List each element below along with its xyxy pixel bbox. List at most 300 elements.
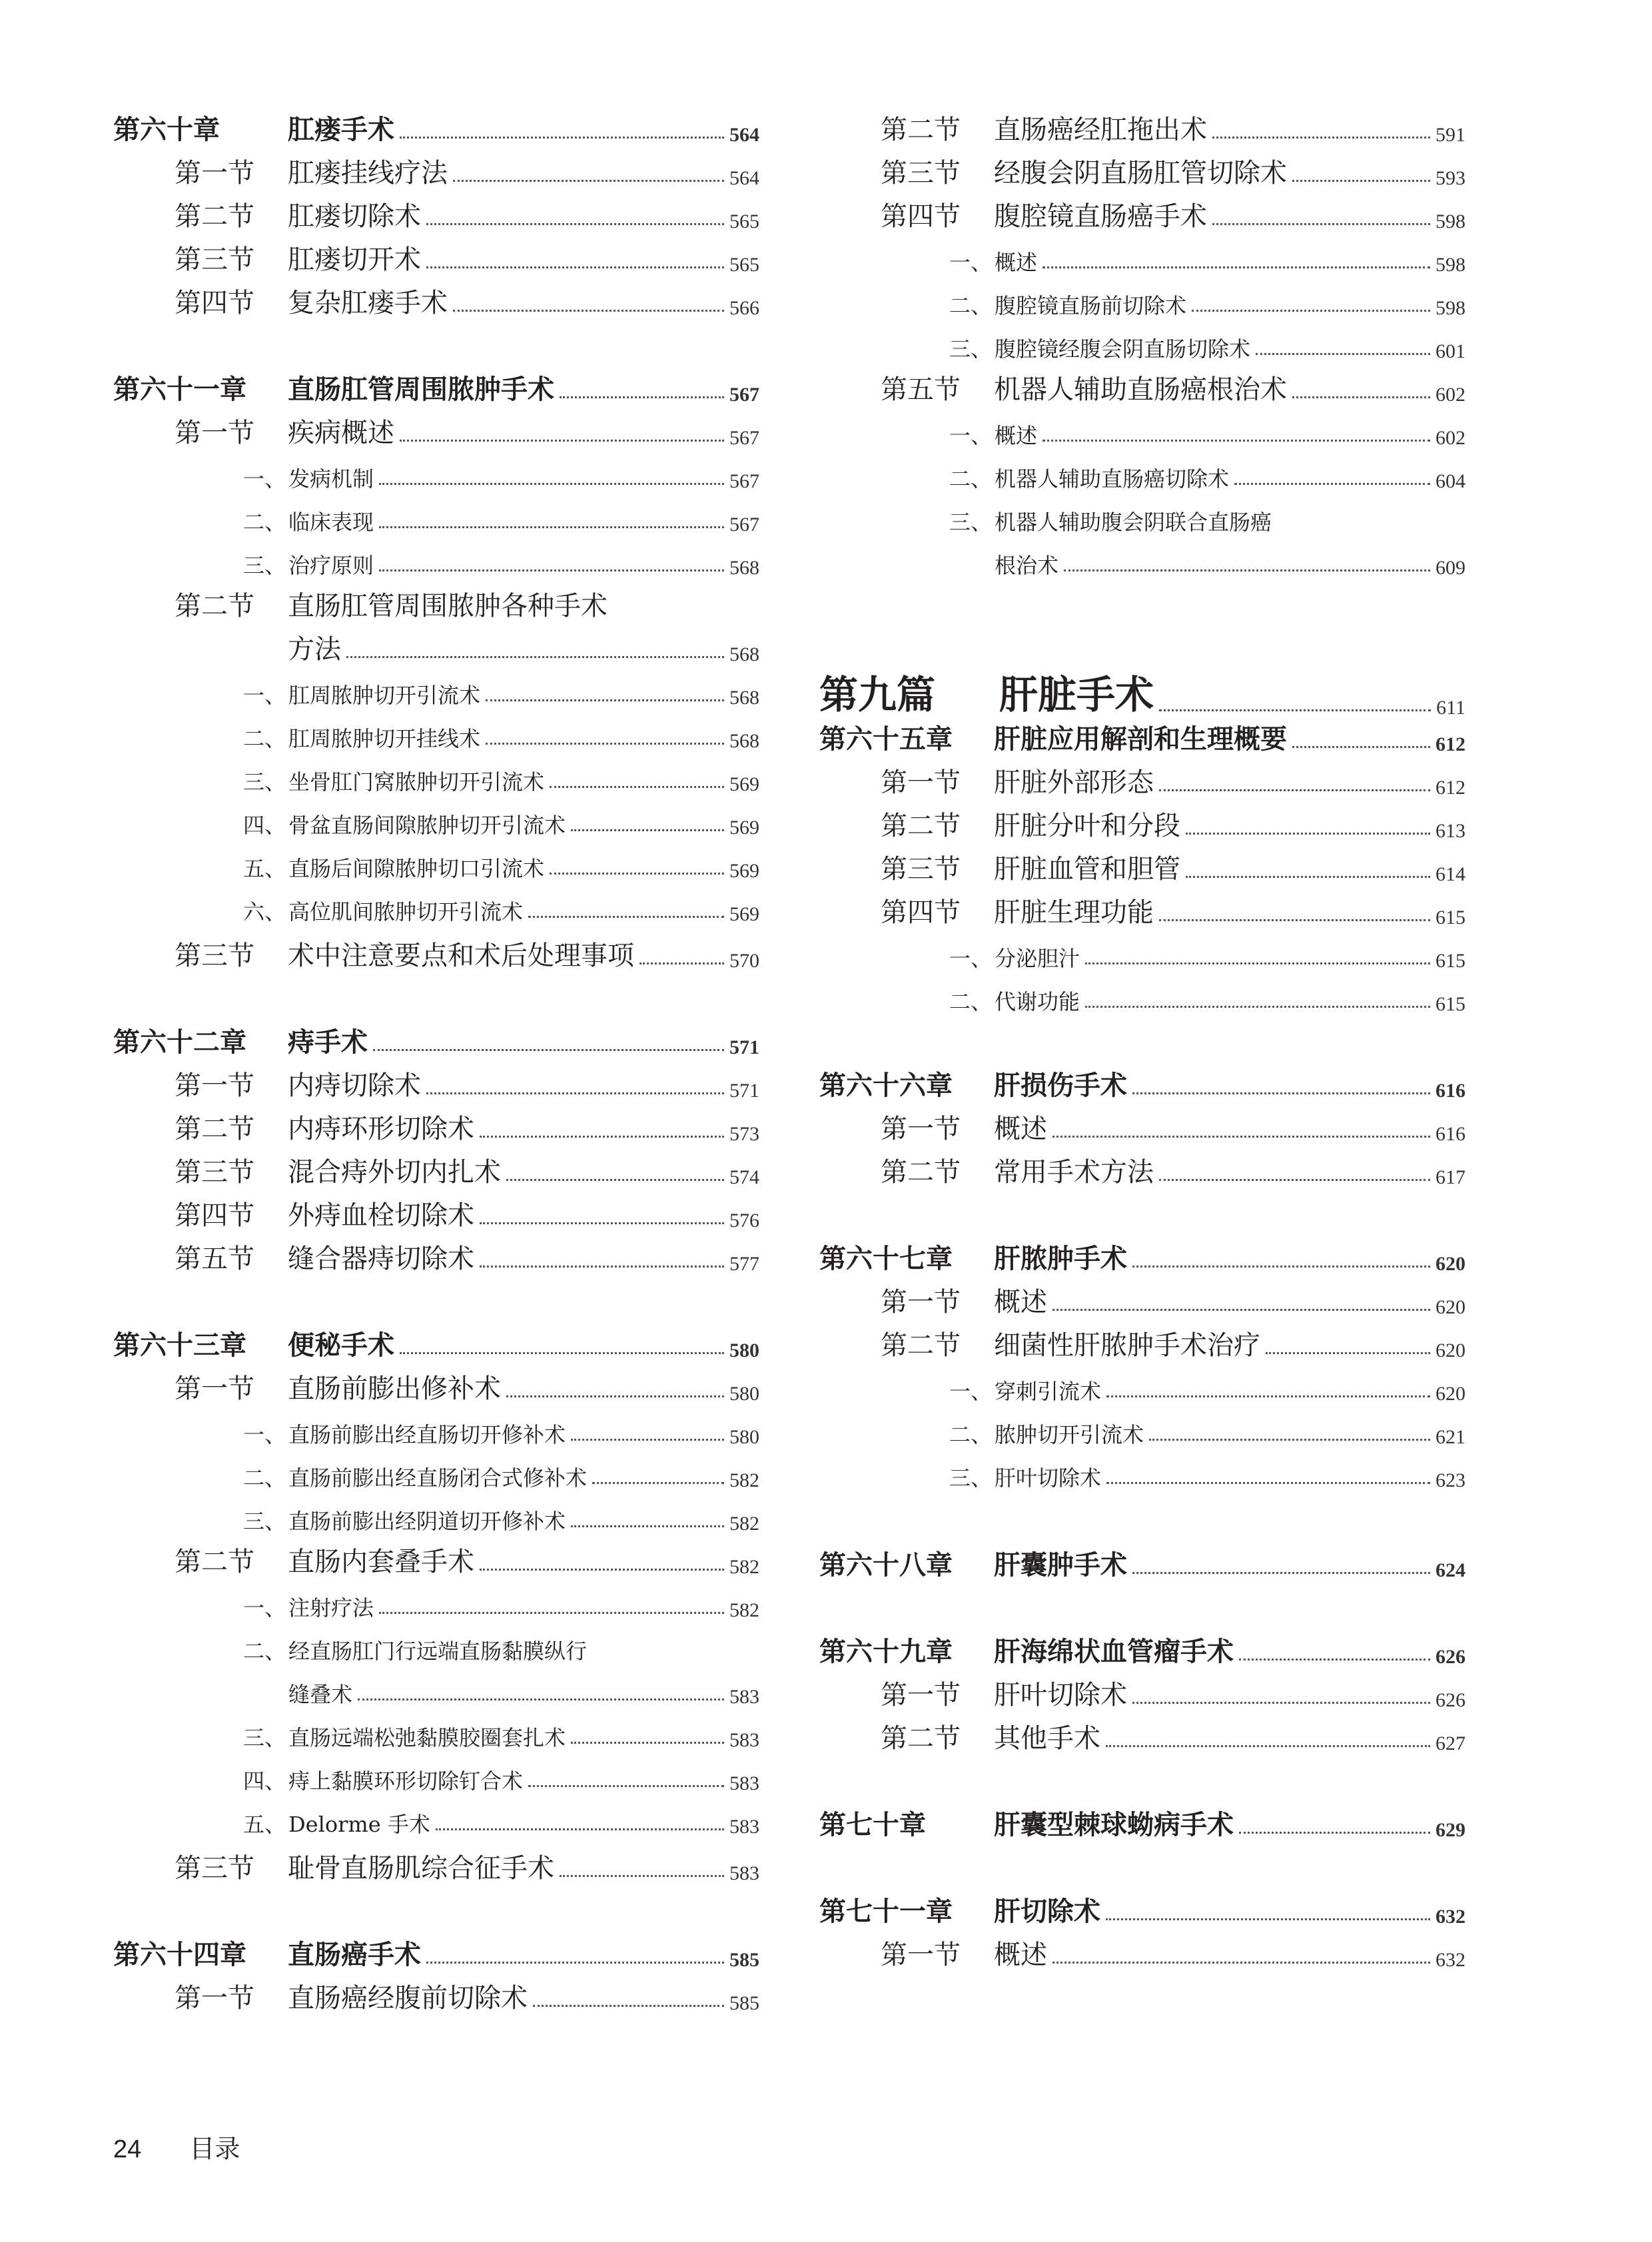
toc-entry-title: 常用手术方法 [994,1157,1154,1188]
toc-entry-section [819,1322,1465,1362]
toc-entry-page: 611 [1436,697,1465,719]
toc-entry-page: 564 [729,124,759,146]
toc-entry-label: 第二节 [881,1330,961,1361]
toc-entry-page: 568 [729,643,759,665]
toc-entry-title: 直肠后间隙脓肿切口引流术 [288,856,545,881]
leader-dots [1159,919,1430,921]
toc-entry-label: 第二节 [881,811,961,841]
toc-entry-title: 高位肌间脓肿切开引流术 [288,899,524,925]
leader-dots [379,483,724,485]
leader-dots [1052,1309,1430,1311]
toc-entry-page: 582 [729,1469,759,1491]
toc-entry-page: 583 [729,1686,759,1708]
toc-entry-section [819,366,1465,406]
toc-entry-title: 注射疗法 [288,1595,374,1621]
toc-entry-section [113,1106,759,1146]
leader-dots [639,962,724,964]
leader-dots [560,1875,724,1877]
toc-entry-title: 便秘手术 [288,1329,394,1361]
toc-entry-page: 567 [729,384,759,406]
leader-dots [480,1569,724,1571]
toc-entry-sub [819,1365,1465,1405]
toc-entry-label: 四、 [243,813,286,838]
toc-entry-label: 第三节 [175,940,254,971]
toc-entry-page: 602 [1436,427,1465,449]
toc-entry-page: 616 [1436,1080,1465,1102]
toc-entry-label: 第六十四章 [113,1939,246,1970]
toc-entry-title: 经腹会阴直肠肛管切除术 [994,158,1287,188]
toc-entry-chapter [819,1629,1465,1669]
toc-entry-page: 626 [1436,1646,1465,1668]
toc-entry-page: 627 [1436,1732,1465,1754]
leader-dots [533,2005,724,2007]
toc-entry-title: 直肠肛管周围脓肿各种手术 [288,591,608,621]
leader-dots [592,1482,724,1484]
toc-entry-page: 568 [729,557,759,579]
toc-entry-section [819,107,1465,147]
toc-entry-title: 发病机制 [288,466,374,492]
leader-dots [480,1266,724,1268]
toc-entry-chapter [819,1542,1465,1582]
toc-entry-page: 604 [1436,470,1465,492]
leader-dots [1064,569,1430,571]
toc-entry-page: 580 [729,1383,759,1405]
toc-entry-page: 615 [1436,950,1465,972]
toc-entry-title: 机器人辅助直肠癌根治术 [994,374,1287,405]
leader-dots [1159,789,1430,791]
toc-entry-label: 第一节 [881,1114,961,1144]
toc-entry-label: 第九篇 [819,672,936,717]
toc-entry-section [113,1365,759,1405]
toc-entry-page: 617 [1436,1166,1465,1188]
toc-entry-title: 概述 [994,1940,1047,1970]
toc-entry-title: 肛瘘手术 [288,114,394,145]
toc-entry-label: 二、 [949,1422,993,1447]
leader-dots [550,786,724,788]
toc-entry-sub [113,799,759,839]
toc-entry-label: 第一节 [881,1680,961,1710]
leader-dots [571,1742,724,1744]
toc-entry-page: 626 [1436,1689,1465,1711]
toc-entry-page: 601 [1436,340,1465,362]
toc-entry-label: 三、 [243,553,286,578]
toc-entry-title: 机器人辅助腹会阴联合直肠癌 [995,510,1272,535]
toc-entry-page: 609 [1436,557,1465,579]
toc-entry-chapter [113,1932,759,1972]
toc-entry-sub [819,323,1465,363]
toc-entry-page: 632 [1436,1906,1465,1928]
toc-entry-label: 六、 [243,899,286,925]
toc-entry-title: 概述 [994,1114,1047,1144]
toc-entry-title: 肛瘘挂线疗法 [288,158,448,188]
leader-dots [1266,1352,1430,1354]
toc-entry-label: 第六十章 [113,114,220,145]
toc-entry-section [113,193,759,233]
toc-entry-title: 肝脏外部形态 [994,767,1154,798]
toc-entry-chapter [819,716,1465,756]
toc-entry-title: 耻骨直肠肌综合征手术 [288,1853,554,1884]
toc-entry-page: 621 [1436,1426,1465,1448]
toc-entry-sub [113,1798,759,1838]
toc-entry-label: 第二节 [881,1157,961,1188]
leader-dots [1132,1702,1430,1704]
toc-entry-section [113,1975,759,2015]
toc-entry-page: 580 [729,1426,759,1448]
leader-dots [528,916,724,918]
toc-entry-title: 坐骨肛门窝脓肿切开引流术 [288,769,545,795]
toc-entry-sub [819,496,1465,536]
toc-entry-label: 二、 [949,466,993,492]
toc-entry-label: 第五节 [175,1244,254,1274]
toc-entry-title: 机器人辅助直肠癌切除术 [995,466,1230,492]
toc-entry-section [819,759,1465,799]
leader-dots [1149,1439,1430,1441]
toc-entry-title: 肝叶切除术 [995,1465,1102,1491]
toc-entry-title: 细菌性肝脓肿手术治疗 [994,1330,1260,1361]
leader-dots [1106,1395,1430,1397]
toc-entry-page: 583 [729,1729,759,1751]
toc-entry-page: 623 [1436,1469,1465,1491]
toc-entry-title: 骨盆直肠间隙脓肿切开引流术 [288,813,566,838]
leader-dots [1186,833,1430,835]
toc-entry-title: 缝合器痔切除术 [288,1244,474,1274]
toc-entry-sub [113,453,759,493]
toc-entry-page: 580 [729,1339,759,1361]
toc-entry-label: 第一节 [175,1983,254,2014]
toc-entry-title: 临床表现 [288,510,374,535]
toc-entry-page: 629 [1436,1819,1465,1841]
toc-entry-sub [113,1582,759,1622]
toc-entry-sub [113,1452,759,1492]
toc-entry-label: 第二节 [881,1723,961,1754]
toc-entry-page: 624 [1436,1559,1465,1581]
toc-entry-title: 痔上黏膜环形切除钉合术 [288,1768,524,1794]
toc-entry-page: 615 [1436,993,1465,1015]
leader-dots [1042,440,1430,442]
toc-entry-page: 569 [729,903,759,925]
footer-running-title: 目录 [189,2134,240,2163]
toc-entry-section [819,889,1465,929]
toc-entry-section [819,150,1465,190]
leader-dots [373,1049,724,1051]
toc-entry-sub [819,280,1465,320]
toc-entry-section [113,933,759,972]
toc-entry-label: 第六十三章 [113,1329,246,1361]
leader-dots [379,1612,724,1614]
toc-entry-title: 肝脏血管和胆管 [994,854,1180,885]
toc-entry-title: 概述 [995,423,1038,448]
leader-dots [560,396,724,398]
toc-entry-label: 三、 [243,1725,286,1750]
toc-entry-section [113,236,759,276]
toc-entry-page: 569 [729,860,759,882]
toc-entry-page: 591 [1436,124,1465,146]
leader-dots [528,1785,724,1787]
leader-dots [1256,353,1430,355]
toc-entry-title: 经直肠肛门行远端直肠黏膜纵行 [288,1639,588,1664]
toc-entry-page: 598 [1436,297,1465,319]
toc-entry-sub [113,713,759,753]
toc-entry-title: 直肠肛管周围脓肿手术 [288,374,554,405]
leader-dots [1186,876,1430,878]
toc-entry-page: 602 [1436,384,1465,406]
toc-entry-page: 582 [729,1599,759,1621]
toc-entry-title: 肝脏生理功能 [994,897,1154,928]
toc-entry-sub [819,410,1465,450]
toc-entry-page: 620 [1436,1253,1465,1275]
leader-dots [453,180,724,182]
leader-dots [426,1962,724,1964]
leader-dots [426,266,724,268]
toc-entry-label: 一、 [243,1422,286,1447]
toc-entry-section [819,846,1465,886]
toc-entry-title: Delorme 手术 [288,1812,430,1837]
toc-entry-label: 三、 [243,769,286,795]
leader-dots [1212,223,1430,225]
toc-entry-title: 治疗原则 [288,553,374,578]
toc-entry-label: 五、 [243,856,286,881]
toc-entry-title: 直肠前膨出经阴道切开修补术 [288,1509,566,1534]
leader-dots [1132,1092,1430,1094]
toc-entry-chapter [819,1802,1465,1842]
leader-dots [506,1395,724,1397]
toc-entry-title: 肝叶切除术 [994,1680,1127,1710]
toc-entry-title: 概述 [995,250,1038,275]
toc-entry-label: 第一节 [881,1287,961,1317]
toc-entry-label: 二、 [949,293,993,318]
toc-entry-label: 一、 [949,946,993,971]
toc-entry-title: 直肠癌经腹前切除术 [288,1983,528,2014]
toc-entry-label: 第三节 [175,1853,254,1884]
toc-entry-title: 腹腔镜直肠癌手术 [994,201,1207,232]
toc-entry-page: 585 [729,1949,759,1971]
leader-dots [1052,1962,1430,1964]
toc-entry-sub [113,1495,759,1535]
leader-dots [426,1092,724,1094]
toc-entry-title: 肛周脓肿切开引流术 [288,683,481,708]
toc-entry-title: 混合痔外切内扎术 [288,1157,501,1188]
toc-entry-section [113,410,759,450]
toc-entry-page: 573 [729,1123,759,1145]
toc-entry-page: 585 [729,1992,759,2014]
toc-entry-subcont [113,1669,759,1708]
toc-entry-label: 二、 [243,726,286,751]
toc-entry-title: 疾病概述 [288,418,394,448]
toc-entry-title: 肝切除术 [994,1896,1100,1927]
toc-entry-title: 方法 [288,634,341,665]
leader-dots [1292,396,1430,398]
toc-entry-section [113,150,759,190]
toc-entry-title: 肝囊肿手术 [994,1549,1127,1581]
toc-entry-title: 痔手术 [288,1026,368,1058]
toc-entry-label: 二、 [243,1465,286,1491]
toc-entry-title: 复杂肛瘘手术 [288,288,448,318]
toc-entry-title: 肝损伤手术 [994,1070,1127,1101]
toc-entry-section [819,1279,1465,1319]
toc-entry-section [819,1932,1465,1972]
toc-entry-title: 肛周脓肿切开挂线术 [288,726,481,751]
toc-entry-label: 第六十五章 [819,723,953,755]
toc-entry-label: 第二节 [881,115,961,145]
leader-dots [1132,1572,1430,1574]
toc-entry-section [819,1715,1465,1755]
leader-dots [571,829,724,831]
toc-entry-title: 肝脏应用解剖和生理概要 [994,723,1287,755]
toc-entry-label: 四、 [243,1768,286,1794]
toc-entry-label: 第一节 [881,767,961,798]
toc-entry-sub [113,843,759,883]
toc-entry-section [113,280,759,320]
leader-dots [1085,1006,1430,1008]
toc-entry-section [819,193,1465,233]
toc-entry-label: 三、 [949,1465,993,1491]
toc-entry-label: 五、 [243,1812,286,1837]
toc-entry-cont [113,626,759,666]
toc-entry-label: 一、 [949,1379,993,1404]
toc-entry-chapter [819,1236,1465,1276]
toc-entry-label: 二、 [949,989,993,1014]
toc-entry-section [113,1149,759,1189]
leader-dots [1159,709,1431,711]
leader-dots [1052,1136,1430,1138]
leader-dots [400,440,724,442]
toc-entry-section [819,803,1465,843]
toc-entry-label: 一、 [949,423,993,448]
toc-entry-page: 613 [1436,820,1465,842]
toc-entry-label: 第一节 [175,418,254,448]
leader-dots [1042,266,1430,268]
toc-entry-label: 第二节 [175,201,254,232]
leader-dots [571,1525,724,1527]
toc-entry-title: 外痔血栓切除术 [288,1200,474,1231]
toc-entry-title: 腹腔镜直肠前切除术 [995,293,1187,318]
toc-entry-page: 577 [729,1253,759,1275]
toc-entry-label: 第二节 [175,1547,254,1577]
toc-entry-page: 614 [1436,863,1465,885]
toc-entry-label: 三、 [243,1509,286,1534]
toc-entry-page: 583 [729,1772,759,1794]
toc-entry-title: 直肠前膨出经直肠切开修补术 [288,1422,566,1447]
toc-entry-page: 569 [729,773,759,795]
page-footer [113,2128,240,2165]
toc-entry-sub [113,1409,759,1449]
toc-entry-label: 第四节 [881,897,961,928]
toc-entry-title: 直肠内套叠手术 [288,1547,474,1577]
leader-dots [550,873,724,875]
toc-entry-sub [113,540,759,579]
leader-dots [379,526,724,528]
toc-entry-chapter [113,1019,759,1059]
toc-entry-title: 分泌胆汁 [995,946,1080,971]
leader-dots [400,137,724,139]
leader-dots [506,1179,724,1181]
toc-entry-part [819,666,1465,719]
toc-entry-label: 第七十一章 [819,1896,953,1927]
toc-entry-page: 565 [729,210,759,232]
toc-entry-label: 第二节 [175,591,254,621]
toc-entry-label: 第六十九章 [819,1636,953,1667]
toc-entry-page: 612 [1436,777,1465,799]
toc-entry-label: 第四节 [175,1200,254,1231]
leader-dots [486,699,724,701]
toc-entry-page: 583 [729,1816,759,1838]
toc-entry-page: 612 [1436,733,1465,755]
toc-entry-section [113,1236,759,1276]
toc-entry-title: 肝脓肿手术 [994,1243,1127,1274]
toc-entry-label: 第六十六章 [819,1070,953,1101]
toc-entry-section [113,1539,759,1579]
toc-entry-subcont [819,540,1465,579]
toc-entry-label: 第六十一章 [113,374,246,405]
toc-entry-label: 第五节 [881,374,961,405]
toc-entry-page: 571 [729,1036,759,1058]
toc-entry-page: 593 [1436,167,1465,189]
toc-entry-label: 二、 [243,510,286,535]
toc-entry-title: 内痔环形切除术 [288,1114,474,1144]
toc-entry-title: 直肠前膨出修补术 [288,1373,501,1404]
toc-entry-section [819,1106,1465,1146]
toc-entry-page: 615 [1436,907,1465,929]
toc-entry-chapter [113,107,759,147]
toc-entry-sub [113,669,759,709]
leader-dots [453,310,724,312]
toc-entry-page: 598 [1436,254,1465,276]
toc-entry-label: 第三节 [881,158,961,188]
toc-entry-label: 一、 [243,683,286,708]
footer-page-number: 24 [113,2135,142,2163]
toc-entry-sub [819,1452,1465,1492]
toc-entry-section [113,1845,759,1885]
toc-entry-label: 第三节 [881,854,961,885]
leader-dots [1239,1659,1430,1661]
toc-entry-chapter [819,1062,1465,1102]
leader-dots [480,1222,724,1224]
toc-entry-section [113,583,759,623]
toc-entry-chapter [819,1888,1465,1928]
leader-dots [1212,137,1430,139]
toc-entry-sub [819,933,1465,972]
toc-entry-sub [113,1755,759,1795]
toc-entry-label: 第四节 [881,201,961,232]
toc-entry-label: 第三节 [175,244,254,275]
toc-entry-page: 632 [1436,1949,1465,1971]
toc-entry-page: 567 [729,427,759,449]
toc-entry-title: 肛瘘切除术 [288,201,421,232]
toc-entry-title: 内痔切除术 [288,1070,421,1101]
leader-dots [346,656,724,658]
toc-entry-sub [113,756,759,796]
toc-entry-section [113,1192,759,1232]
leader-dots [1106,1482,1430,1484]
toc-entry-page: 582 [729,1513,759,1535]
toc-entry-label: 第一节 [175,158,254,188]
toc-entry-section [819,1672,1465,1712]
toc-entry-page: 620 [1436,1296,1465,1318]
toc-entry-page: 570 [729,950,759,972]
toc-entry-label: 第六十八章 [819,1549,953,1581]
leader-dots [426,223,724,225]
leader-dots [436,1828,724,1830]
toc-entry-page: 566 [729,297,759,319]
toc-entry-sub [113,1712,759,1752]
leader-dots [486,743,724,745]
toc-entry-page: 569 [729,817,759,839]
toc-entry-label: 三、 [949,336,993,362]
leader-dots [1292,746,1430,748]
toc-entry-title: 直肠远端松弛黏膜胶圈套扎术 [288,1725,566,1750]
toc-entry-label: 一、 [243,1595,286,1621]
toc-entry-label: 第四节 [175,288,254,318]
